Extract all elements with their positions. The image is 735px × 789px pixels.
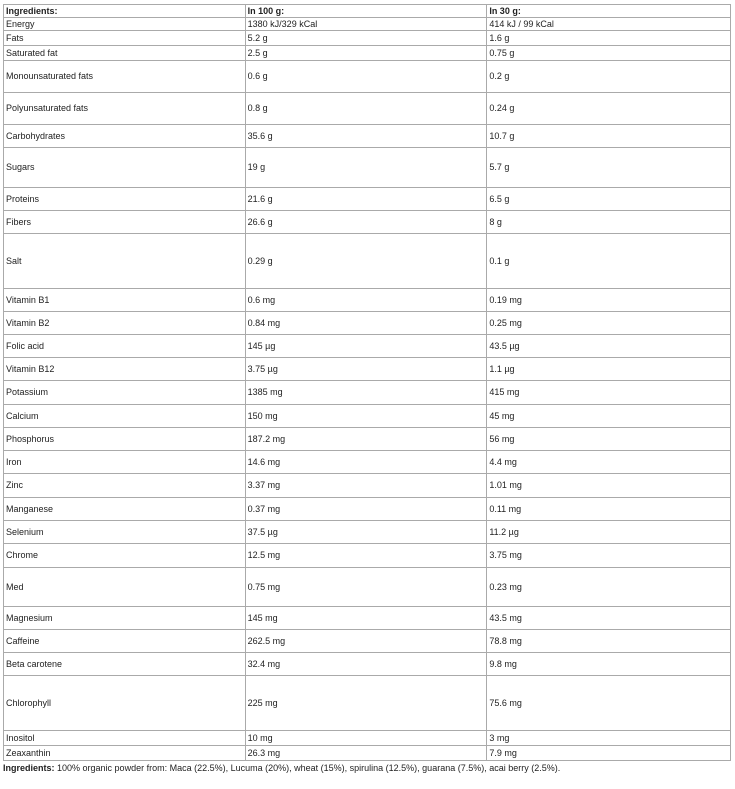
table-body: [4, 18, 731, 761]
per-100g-cell: 3.75 µg: [245, 358, 487, 381]
per-100g-cell: 12.5 mg: [245, 544, 487, 568]
nutrient-name-cell: Zinc: [4, 474, 246, 498]
nutrient-name-cell: Manganese: [4, 498, 246, 521]
nutrient-name-cell: Proteins: [4, 188, 246, 211]
per-30g-cell: 43.5 mg: [487, 607, 731, 630]
per-30g-cell: 78.8 mg: [487, 630, 731, 653]
per-100g-cell: 0.8 g: [245, 93, 487, 125]
per-100g-cell: 145 µg: [245, 335, 487, 358]
nutrient-name-cell: Inositol: [4, 731, 246, 746]
nutrient-name-cell: Polyunsaturated fats: [4, 93, 246, 125]
nutrient-name-cell: Iron: [4, 451, 246, 474]
per-30g-cell: 75.6 mg: [487, 676, 731, 731]
per-100g-cell: 187.2 mg: [245, 428, 487, 451]
table-row: [4, 289, 731, 312]
nutrient-name-cell: Saturated fat: [4, 46, 246, 61]
table-row: [4, 125, 731, 148]
per-100g-cell: 14.6 mg: [245, 451, 487, 474]
per-100g-cell: 2.5 g: [245, 46, 487, 61]
nutrition-facts: [3, 4, 731, 774]
per-100g-cell: 0.29 g: [245, 234, 487, 289]
per-30g-cell: 11.2 µg: [487, 521, 731, 544]
per-30g-cell: 0.1 g: [487, 234, 731, 289]
table-row: [4, 451, 731, 474]
per-100g-cell: 26.6 g: [245, 211, 487, 234]
per-30g-cell: 0.23 mg: [487, 568, 731, 607]
table-row: [4, 358, 731, 381]
per-100g-cell: 225 mg: [245, 676, 487, 731]
per-100g-cell: 262.5 mg: [245, 630, 487, 653]
per-100g-cell: 5.2 g: [245, 31, 487, 46]
per-30g-cell: 0.11 mg: [487, 498, 731, 521]
nutrient-name-cell: Caffeine: [4, 630, 246, 653]
table-row: [4, 498, 731, 521]
table-row: [4, 676, 731, 731]
table-row: [4, 746, 731, 761]
per-100g-cell: 145 mg: [245, 607, 487, 630]
per-100g-cell: 0.75 mg: [245, 568, 487, 607]
per-30g-cell: 7.9 mg: [487, 746, 731, 761]
nutrient-name-cell: Carbohydrates: [4, 125, 246, 148]
nutrient-name-cell: Magnesium: [4, 607, 246, 630]
table-row: [4, 31, 731, 46]
per-100g-cell: 1385 mg: [245, 381, 487, 405]
nutrient-name-cell: Fibers: [4, 211, 246, 234]
table-row: [4, 544, 731, 568]
nutrient-name-cell: Phosphorus: [4, 428, 246, 451]
per-30g-cell: 10.7 g: [487, 125, 731, 148]
per-30g-cell: 0.75 g: [487, 46, 731, 61]
per-100g-cell: 35.6 g: [245, 125, 487, 148]
per-30g-cell: 45 mg: [487, 405, 731, 428]
per-30g-cell: 0.19 mg: [487, 289, 731, 312]
table-row: [4, 653, 731, 676]
table-row: [4, 93, 731, 125]
nutrient-name-cell: Energy: [4, 18, 246, 31]
table-row: [4, 630, 731, 653]
per-100g-cell: 26.3 mg: [245, 746, 487, 761]
table-row: [4, 18, 731, 31]
header-per-100g: In 100 g:: [245, 5, 487, 18]
per-30g-cell: 0.2 g: [487, 61, 731, 93]
per-100g-cell: 0.6 g: [245, 61, 487, 93]
nutrient-name-cell: Potassium: [4, 381, 246, 405]
table-row: [4, 474, 731, 498]
per-100g-cell: 32.4 mg: [245, 653, 487, 676]
table-row: [4, 607, 731, 630]
per-30g-cell: 8 g: [487, 211, 731, 234]
per-30g-cell: 56 mg: [487, 428, 731, 451]
table-header-row: [4, 5, 731, 18]
table-row: [4, 211, 731, 234]
nutrient-name-cell: Folic acid: [4, 335, 246, 358]
per-30g-cell: 3 mg: [487, 731, 731, 746]
per-30g-cell: 43.5 µg: [487, 335, 731, 358]
table-row: [4, 148, 731, 188]
footer-label: Ingredients:: [3, 763, 55, 773]
nutrient-name-cell: Fats: [4, 31, 246, 46]
table-row: [4, 335, 731, 358]
header-ingredients: Ingredients:: [4, 5, 246, 18]
per-100g-cell: 19 g: [245, 148, 487, 188]
per-100g-cell: 3.37 mg: [245, 474, 487, 498]
table-row: [4, 312, 731, 335]
nutrient-name-cell: Med: [4, 568, 246, 607]
nutrient-name-cell: Vitamin B2: [4, 312, 246, 335]
table-row: [4, 428, 731, 451]
header-per-30g: In 30 g:: [487, 5, 731, 18]
per-30g-cell: 1.01 mg: [487, 474, 731, 498]
table-row: [4, 568, 731, 607]
table-row: [4, 234, 731, 289]
table-row: [4, 188, 731, 211]
table-row: [4, 46, 731, 61]
table-row: [4, 521, 731, 544]
per-30g-cell: 0.25 mg: [487, 312, 731, 335]
per-100g-cell: 0.6 mg: [245, 289, 487, 312]
per-100g-cell: 0.37 mg: [245, 498, 487, 521]
table-row: [4, 405, 731, 428]
nutrient-name-cell: Beta carotene: [4, 653, 246, 676]
ingredients-footer: [3, 763, 731, 774]
per-30g-cell: 3.75 mg: [487, 544, 731, 568]
per-100g-cell: 150 mg: [245, 405, 487, 428]
per-30g-cell: 6.5 g: [487, 188, 731, 211]
per-30g-cell: 1.1 µg: [487, 358, 731, 381]
nutrition-table: [3, 4, 731, 761]
nutrient-name-cell: Sugars: [4, 148, 246, 188]
footer-text: 100% organic powder from: Maca (22.5%), Lucuma (20%), wheat (15%), spirulina (12.5%), guarana (7.5%), acai berry (2.5%).: [54, 763, 561, 773]
per-30g-cell: 1.6 g: [487, 31, 731, 46]
per-30g-cell: 4.4 mg: [487, 451, 731, 474]
nutrient-name-cell: Vitamin B1: [4, 289, 246, 312]
nutrient-name-cell: Chrome: [4, 544, 246, 568]
table-row: [4, 731, 731, 746]
per-30g-cell: 5.7 g: [487, 148, 731, 188]
nutrient-name-cell: Zeaxanthin: [4, 746, 246, 761]
per-100g-cell: 1380 kJ/329 kCal: [245, 18, 487, 31]
per-100g-cell: 10 mg: [245, 731, 487, 746]
nutrient-name-cell: Calcium: [4, 405, 246, 428]
table-row: [4, 61, 731, 93]
per-100g-cell: 0.84 mg: [245, 312, 487, 335]
nutrient-name-cell: Selenium: [4, 521, 246, 544]
table-row: [4, 381, 731, 405]
per-30g-cell: 9.8 mg: [487, 653, 731, 676]
nutrient-name-cell: Vitamin B12: [4, 358, 246, 381]
per-30g-cell: 414 kJ / 99 kCal: [487, 18, 731, 31]
per-30g-cell: 415 mg: [487, 381, 731, 405]
per-100g-cell: 37.5 µg: [245, 521, 487, 544]
nutrient-name-cell: Monounsaturated fats: [4, 61, 246, 93]
per-100g-cell: 21.6 g: [245, 188, 487, 211]
nutrient-name-cell: Chlorophyll: [4, 676, 246, 731]
per-30g-cell: 0.24 g: [487, 93, 731, 125]
nutrient-name-cell: Salt: [4, 234, 246, 289]
